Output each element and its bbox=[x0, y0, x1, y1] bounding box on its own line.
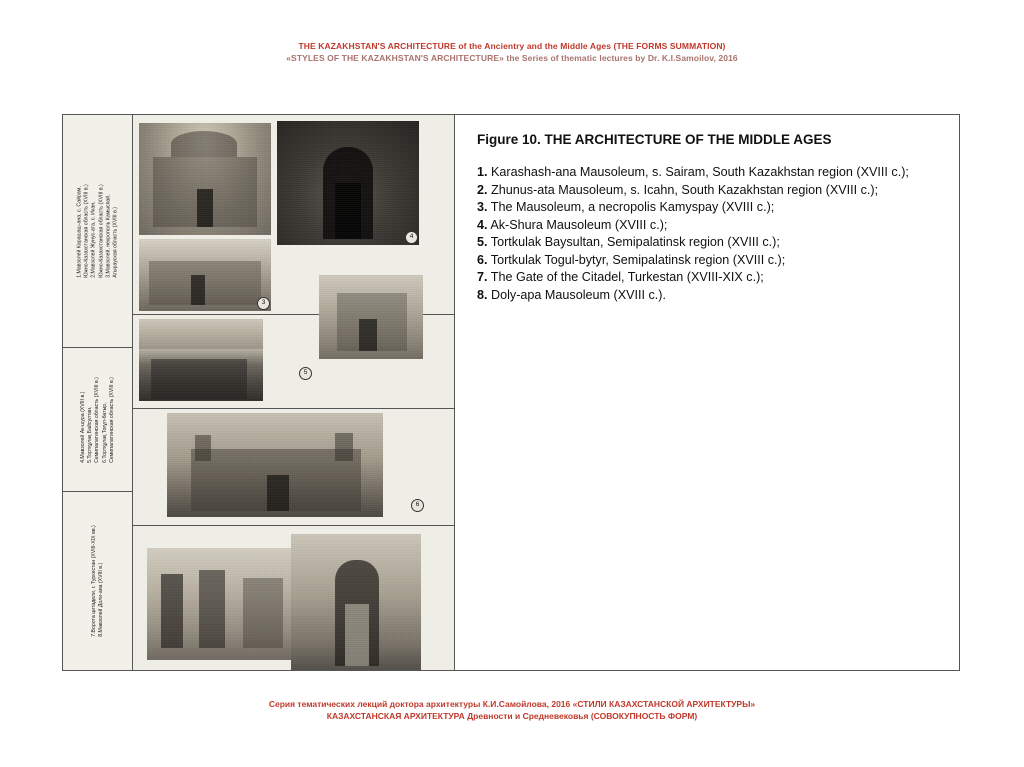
figure-text-panel bbox=[455, 115, 959, 670]
figure-list-item bbox=[477, 234, 939, 252]
photo-grain bbox=[139, 349, 263, 401]
photo-number-badge-6: 6 bbox=[411, 499, 424, 512]
caption-block-1 bbox=[63, 115, 132, 348]
caption-line: 2.Мавзолей Жунус-ата, с. Икан, bbox=[90, 201, 97, 278]
caption-text-3 bbox=[90, 525, 104, 637]
photo-tortkulak-baysultan bbox=[319, 275, 423, 359]
figure-item-text: The Mausoleum, a necropolis Kamyspay (XVIII c.); bbox=[490, 200, 775, 214]
figure-title: Figure 10. THE ARCHITECTURE OF THE MIDDLE AGES bbox=[477, 132, 832, 147]
photo-grain bbox=[139, 319, 263, 349]
photo-grain bbox=[139, 239, 271, 311]
photo-kamyspay-necropolis bbox=[139, 239, 271, 311]
caption-block-2 bbox=[63, 348, 132, 492]
plate-images-column bbox=[133, 115, 454, 670]
header-title-line: THE KAZAKHSTAN'S ARCHITECTURE of the Ancientry and the Middle Ages (THE FORMS SUMMATION) bbox=[298, 41, 726, 51]
figure-list-item bbox=[477, 164, 939, 182]
photo-citadel-gate-turkestan bbox=[291, 534, 421, 670]
caption-text-2 bbox=[79, 377, 115, 463]
caption-text-1 bbox=[76, 184, 119, 278]
caption-line: Южно-Казахстанская область (XVIII в.) bbox=[83, 184, 90, 278]
figure-item-text: Tortkulak Baysultan, Semipalatinsk region (XVIII c.); bbox=[490, 235, 780, 249]
figure-item-text: Tortkulak Togul-bytyr, Semipalatinsk region (XVIII c.); bbox=[490, 252, 786, 267]
figure-item-text: Doly-apa Mausoleum (XVIII c.). bbox=[491, 287, 666, 302]
photo-grain bbox=[277, 121, 419, 245]
header-subtitle-line: «STYLES OF THE KAZAKHSTAN'S ARCHITECTURE» the Series of thematic lectures by Dr. K.I.Samoilov, 2016 bbox=[286, 53, 738, 63]
plate-row-second bbox=[133, 315, 454, 409]
figure-item-text: The Gate of the Citadel, Turkestan (XVIII-XIX c.); bbox=[490, 270, 764, 284]
photo-doly-apa-mausoleum bbox=[147, 548, 299, 660]
photo-number-badge-4: 4 bbox=[405, 231, 418, 244]
figure-item-list bbox=[477, 164, 939, 304]
figure-item-number: 7. bbox=[477, 270, 488, 284]
photo-ak-shura-mausoleum bbox=[139, 349, 263, 401]
caption-line: 4.Мавзолей Ак-шура (XVIII в.) bbox=[79, 391, 86, 463]
caption-line: Южно-Казахстанская область (XVIII в.) bbox=[97, 184, 104, 278]
photo-number-badge-5: 5 bbox=[299, 367, 312, 380]
figure-list-item bbox=[477, 217, 939, 235]
figure-item-number: 3. bbox=[477, 200, 488, 214]
figure-item-number: 5. bbox=[477, 235, 488, 249]
figure-item-number: 2. bbox=[477, 182, 488, 197]
photo-zhunus-ata-mausoleum bbox=[277, 121, 419, 245]
caption-line: Семипалатинская область (XVIII в.) bbox=[93, 376, 100, 463]
figure-item-number: 6. bbox=[477, 252, 488, 267]
caption-line: 3.Мавзолей, некрополь Камыспай, bbox=[104, 194, 111, 278]
caption-line: 5.Тортқұлақ Байсултан, bbox=[86, 406, 93, 463]
caption-line: 7.Ворота цитадели, г. Туркестан (XVIII-XIX вв.) bbox=[90, 525, 97, 637]
caption-column bbox=[63, 115, 133, 670]
caption-block-3 bbox=[63, 492, 132, 670]
caption-line: 1.Мавзолей Карашаш-ана, с. Сайрам, bbox=[75, 186, 82, 278]
photo-grain bbox=[139, 123, 271, 235]
figure-list-item bbox=[477, 182, 939, 200]
figure-list-item bbox=[477, 252, 939, 270]
figure-item-text: Karashash-ana Mausoleum, s. Sairam, South Kazakhstan region (XVIII c.); bbox=[491, 165, 909, 179]
figure-list-item bbox=[477, 199, 939, 217]
photo-landscape-strip bbox=[139, 319, 263, 349]
slide-header bbox=[0, 40, 1024, 64]
photo-grain bbox=[319, 275, 423, 359]
footer-title-line: КАЗАХСТАНСКАЯ АРХИТЕКТУРА Древности и Средневековья (СОВОКУПНОСТЬ ФОРМ) bbox=[326, 711, 698, 721]
plate-row-bottom bbox=[133, 526, 454, 670]
figure-item-number: 4. bbox=[477, 217, 488, 232]
plate-row-third bbox=[133, 409, 454, 526]
figure-item-number: 1. bbox=[477, 165, 488, 179]
figure-item-text: Ak-Shura Mausoleum (XVIII c.); bbox=[490, 217, 668, 232]
photo-grain bbox=[167, 413, 383, 517]
photo-number-badge-3: 3 bbox=[257, 297, 270, 310]
figure-list-item bbox=[477, 269, 939, 287]
footer-series-line: Серия тематических лекций доктора архитектуры К.И.Самойлова, 2016 «СТИЛИ КАЗАХСТАНСКОЙ АРХИТЕКТУРЫ» bbox=[268, 699, 756, 709]
figure-item-text: Zhunus-ata Mausoleum, s. Icahn, South Kazakhstan region (XVIII c.); bbox=[491, 182, 879, 197]
figure-plate bbox=[63, 115, 455, 670]
figure-item-number: 8. bbox=[477, 287, 488, 302]
slide-footer bbox=[0, 698, 1024, 722]
caption-line: 8.Мавзолей Доли-апа (XVIII в.) bbox=[97, 562, 104, 637]
photo-tortkulak-togul-bytyr bbox=[167, 413, 383, 517]
caption-line: Атырауская область (XVIII в.) bbox=[111, 207, 118, 278]
photo-grain bbox=[291, 534, 421, 670]
caption-line: 6.Тортқұлақ Тоғұл-батыр, bbox=[101, 402, 108, 463]
figure-list-item bbox=[477, 287, 939, 305]
photo-karashash-ana-mausoleum bbox=[139, 123, 271, 235]
content-frame bbox=[62, 114, 960, 671]
photo-grain bbox=[147, 548, 299, 660]
caption-line: Семипалатинская область (XVIII в.) bbox=[108, 376, 115, 463]
